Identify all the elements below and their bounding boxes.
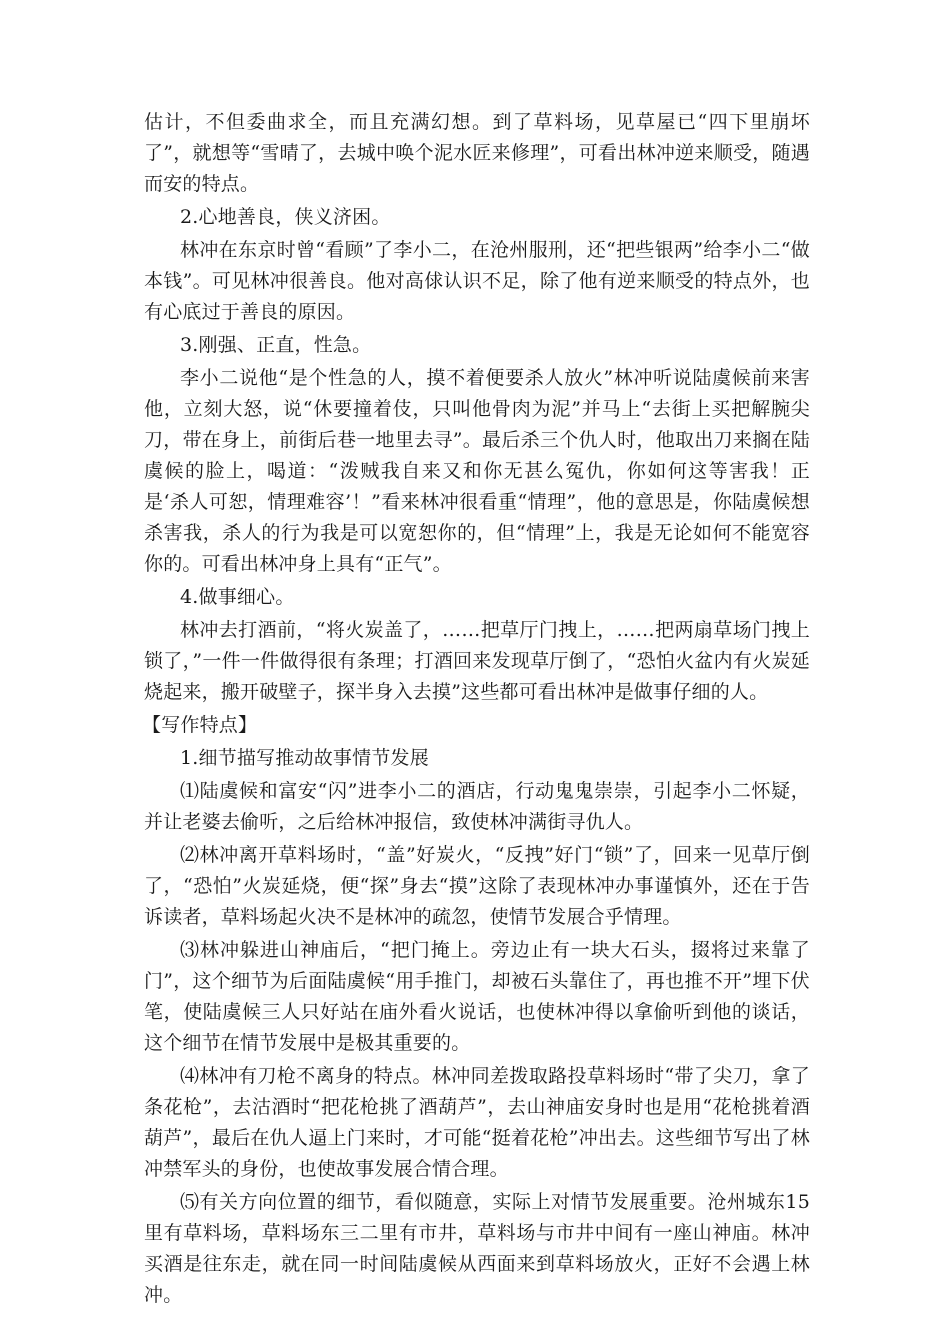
- paragraph-detail-1: ⑴陆虞候和富安“闪”进李小二的酒店，行动鬼鬼崇崇，引起李小二怀疑，并让老婆去偷听，之后给林冲报信，致使林冲满街寻仇人。: [144, 780, 810, 833]
- paragraph-detail-2: ⑵林冲离开草料场时，“盖”好炭火，“反拽”好门“锁”了，回来一见草厅倒了，“恐怕”火炭延烧，便“探”身去“摸”这除了表现林冲办事谨慎外，还在于告诉读者，草料场起火决不是林冲的疏忽，使情节发展合乎情理。: [144, 844, 810, 928]
- subheading-kind-hearted: 2.心地善良，侠义济困。: [180, 206, 391, 228]
- paragraph-detail-3: ⑶林冲躲进山神庙后，“把门掩上。旁边止有一块大石头，掇将过来靠了门”，这个细节为后面陆虞候“用手推门，却被石头靠住了，再也推不开”埋下伏笔，使陆虞候三人只好站在庙外看火说话，也使林冲得以拿偷听到他的谈话，这个细节在情节发展中是极其重要的。: [144, 939, 810, 1054]
- subheading-careful: 4.做事细心。: [180, 586, 295, 608]
- subheading-detail-description: 1.细节描写推动故事情节发展: [180, 747, 429, 769]
- paragraph-detail-5: ⑸有关方向位置的细节，看似随意，实际上对情节发展重要。沧州城东15里有草料场，草料场东三二里有市井，草料场与市井中间有一座山神庙。林冲买酒是往东走，就在同一时间陆虞候从西面来到草料场放火，正好不会遇上林冲。: [144, 1191, 810, 1306]
- paragraph-detail-4: ⑷林冲有刀枪不离身的特点。林冲同差拨取路投草料场时“带了尖刀，拿了条花枪”，去沽酒时“把花枪挑了酒葫芦”，去山神庙安身时也是用“花枪挑着酒葫芦”，最后在仇人逼上门来时，才可能“挺着花枪”冲出去。这些细节写出了林冲禁军头的身份，也使故事发展合情合理。: [144, 1065, 810, 1180]
- section-heading-writing-features: 【写作特点】: [142, 714, 258, 736]
- paragraph-careful: 林冲去打酒前，“将火炭盖了，……把草厅门拽上，……把两扇草场门拽上锁了，”一件一件做得很有条理；打酒回来发现草厅倒了，“恐怕火盆内有火炭延烧起来，搬开破壁子，探半身入去摸”这些都可看出林冲是做事仔细的人。: [144, 619, 810, 703]
- paragraph-upright: 李小二说他“是个性急的人，摸不着便要杀人放火”林冲听说陆虞候前来害他，立刻大怒，说“休要撞着伎，只叫他骨肉为泥”并马上“去街上买把解腕尖刀，带在身上，前街后巷一地里去寻”。最后杀三个仇人时，他取出刀来搁在陆虞候的脸上，喝道：“泼贼我自来又和你无甚么冤仇，你如何这等害我！正是‘杀人可恕，情理难容’！”看来林冲很看重“情理”，他的意思是，你陆虞候想杀害我，杀人的行为我是可以宽恕你的，但“情理”上，我是无论如何不能宽容你的。可看出林冲身上具有“正气”。: [144, 367, 810, 575]
- subheading-upright: 3.刚强、正直，性急。: [180, 334, 372, 356]
- document-page: [144, 107, 810, 1313]
- paragraph-kind-hearted: 林冲在东京时曾“看顾”了李小二，在沧州服刑，还“把些银两”给李小二“做本钱”。可见林冲很善良。他对高俅认识不足，除了他有逆来顺受的特点外，也有心底过于善良的原因。: [144, 239, 810, 323]
- paragraph-character-analysis-1: 估计，不但委曲求全，而且充满幻想。到了草料场，见草屋已“四下里崩坏了”，就想等“雪晴了，去城中唤个泥水匠来修理”，可看出林冲逆来顺受，随遇而安的特点。: [144, 111, 810, 195]
